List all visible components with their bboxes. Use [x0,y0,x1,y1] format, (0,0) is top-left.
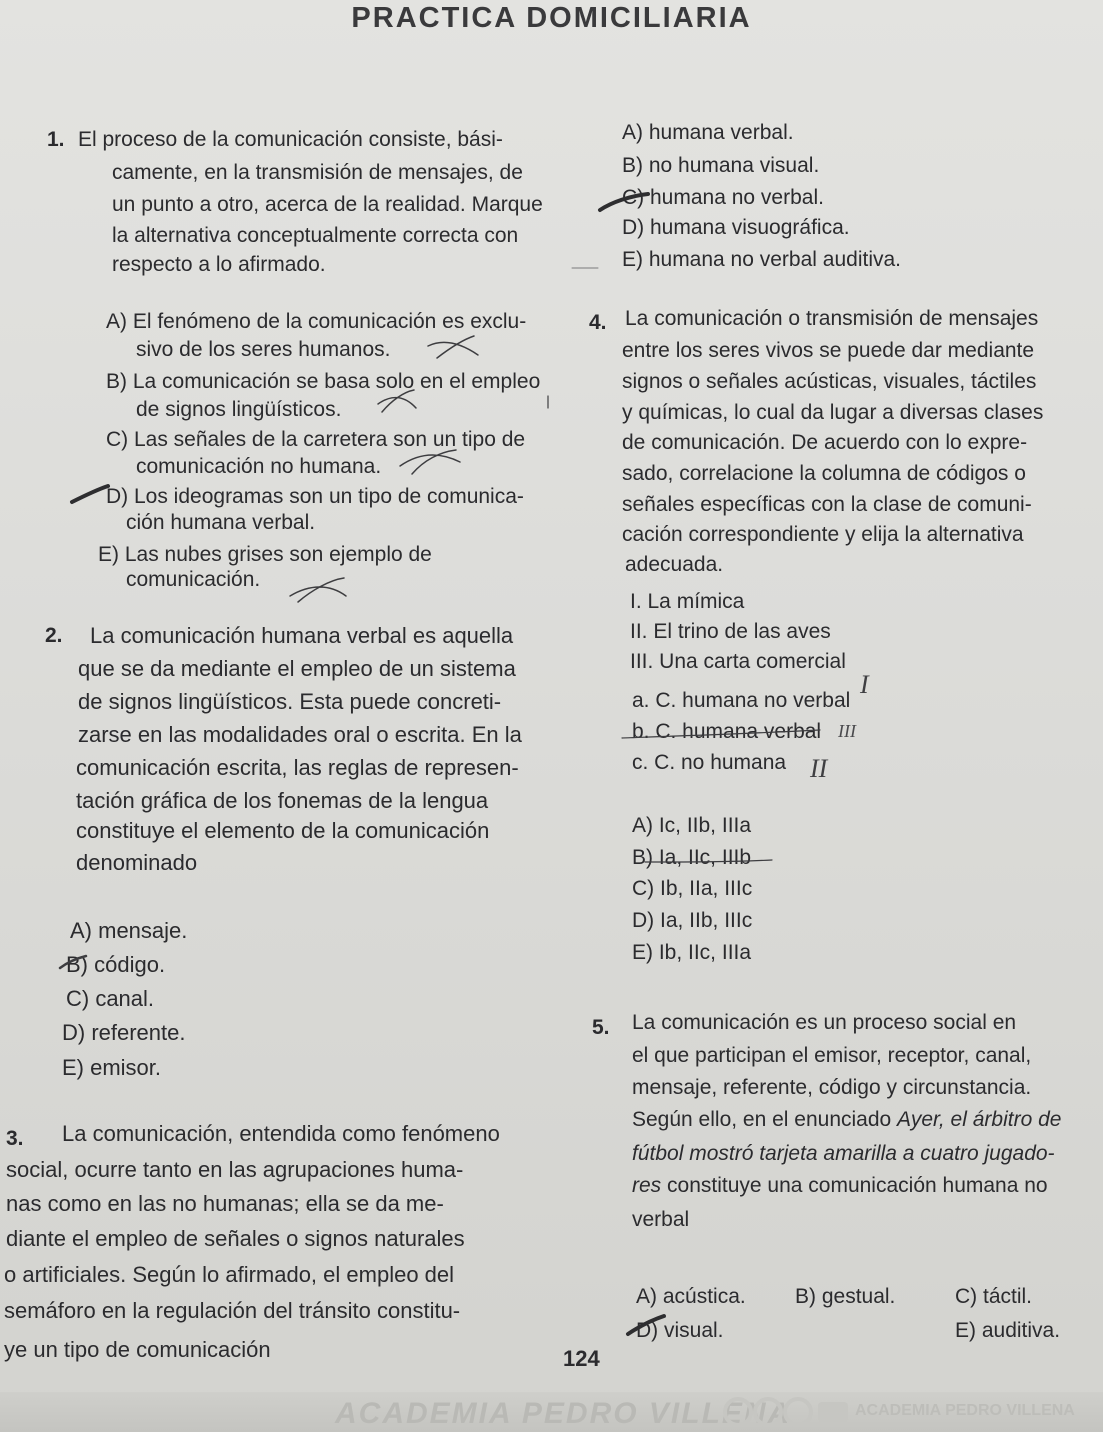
option-d: D) referente. [62,1020,186,1045]
question-stem-line: la alternativa conceptualmente correcta con [112,224,519,247]
question-number: 2. [45,624,63,647]
option-b: B) La comunicación se basa solo en el empleo [106,370,541,393]
question-stem-line: diante el empleo de señales o signos naturales [6,1226,465,1251]
question-stem-line: cación correspondiente y elija la alternativa [622,523,1024,546]
cross-mark [400,450,460,474]
option-b: B) no humana visual. [622,154,820,177]
column1-item: I. La mímica [630,590,745,613]
question-stem-line: o artificiales. Según lo afirmado, el empleo del [4,1262,455,1287]
question-stem-line: de signos lingüísticos. Esta puede concreti- [78,689,502,714]
option-d: D) Ia, IIb, IIIc [632,909,753,932]
option-e: E) humana no verbal auditiva. [622,248,901,271]
question-stem-line: y químicas, lo cual da lugar a diversas clases [622,401,1044,424]
option-c-cont: comunicación no humana. [136,455,382,478]
check-mark [72,486,108,502]
question-stem-line: un punto a otro, acerca de la realidad. Marque [112,193,543,216]
question-stem-line: La comunicación, entendida como fenómeno [62,1121,500,1146]
option-e: E) emisor. [62,1055,162,1080]
question-stem-line: respecto a lo afirmado. [112,253,326,276]
cc-icon [725,1399,751,1425]
question-stem-line: nas como en las no humanas; ella se da me- [6,1191,444,1216]
cross-mark [428,336,478,358]
cross-mark [290,578,346,602]
option-c: C) Las señales de la carretera son un tipo de [106,428,526,451]
option-d: D) Los ideogramas son un tipo de comunica- [106,485,524,508]
question-stem-line: denominado [76,850,198,875]
question-stem-line: fútbol mostró tarjeta amarilla a cuatro jugado- [632,1142,1055,1165]
question-stem-line: zarse en las modalidades oral o escrita. En la [78,722,522,747]
underline-mark [645,860,772,862]
question-stem-line: mensaje, referente, código y circunstancia. [632,1076,1032,1099]
question-stem-line: de comunicación. De acuerdo con lo expre- [622,431,1028,454]
nc-icon [785,1399,811,1425]
question-stem-line: tación gráfica de los fonemas de la lengua [76,788,489,813]
question-stem-line: La comunicación o transmisión de mensajes [625,307,1039,330]
page-title: PRACTICA DOMICILIARIA [351,2,752,34]
stem-text: constituye una comunicación humana no [661,1174,1048,1197]
check-mark [600,194,648,210]
question-number: 1. [47,128,65,151]
option-c: C) canal. [66,986,155,1011]
footer-watermark: ACADEMIA PEDRO VILLENA [335,1397,792,1430]
option-e: E) Ib, IIc, IIIa [632,941,752,964]
question-number: 3. [6,1127,24,1150]
question-stem-line: camente, en la transmisión de mensajes, de [112,161,523,184]
question-stem-line: el que participan el emisor, receptor, canal, [632,1044,1032,1067]
option-d-cont: ción humana verbal. [126,511,316,534]
question-stem-line: sado, correlacione la columna de códigos o [622,462,1026,485]
question-number: 4. [589,311,607,334]
question-stem-line: social, ocurre tanto en las agrupaciones huma- [6,1157,464,1182]
question-stem-line: La comunicación es un proceso social en [632,1011,1017,1034]
cross-mark [378,390,416,412]
check-mark [628,1316,664,1334]
option-d: D) humana visuográfica. [622,216,850,239]
license-icons [722,1396,852,1428]
question-stem-line: comunicación escrita, las reglas de represen- [76,755,519,780]
question-stem-line: constituye el elemento de la comunicación [76,818,490,843]
option-e: E) auditiva. [955,1319,1061,1342]
option-a-cont: sivo de los seres humanos. [136,338,391,361]
option-c: C) táctil. [955,1285,1033,1308]
handwritten-answer: II [810,754,828,783]
option-a: A) Ic, IIb, IIIa [632,814,752,837]
question-stem-line: La comunicación humana verbal es aquella [90,623,514,648]
footer-credit: ACADEMIA PEDRO VILLENA [855,1402,1075,1419]
column2-item: a. C. humana no verbal [632,689,851,712]
question-stem-line: verbal [632,1208,690,1231]
question-stem-line: entre los seres vivos se puede dar mediante [622,339,1035,362]
question-stem-line: ye un tipo de comunicación [4,1337,271,1362]
option-e: E) Las nubes grises son ejemplo de [98,543,432,566]
option-e-cont: comunicación. [126,568,261,591]
handwritten-answer: I [860,670,869,699]
option-c: C) Ib, IIa, IIIc [632,877,753,900]
question-stem-line: El proceso de la comunicación consiste, bási- [78,128,503,151]
sa-icon [818,1402,848,1422]
stem-italic: Ayer, el árbitro de [897,1108,1062,1131]
option-b: B) código. [66,952,166,977]
column2-item: c. C. no humana [632,751,787,774]
question-stem-line: señales específicas con la clase de comuni- [622,493,1032,516]
question-stem-line: que se da mediante el empleo de un sistema [78,656,516,681]
stem-italic: res [632,1174,662,1197]
question-stem-line: semáforo en la regulación del tránsito constitu- [4,1298,461,1323]
column1-item: III. Una carta comercial [630,650,846,673]
handwritten-answer: III [838,721,856,741]
underline-mark [622,730,820,738]
option-a: A) mensaje. [70,918,188,943]
check-mark [60,956,86,968]
option-c: C) humana no verbal. [622,186,824,209]
stem-text: Según ello, en el enunciado [632,1108,898,1131]
option-b: B) Ia, IIc, IIIb [632,846,752,869]
option-a: A) acústica. [636,1285,746,1308]
option-a: A) humana verbal. [622,121,794,144]
question-number: 5. [592,1016,610,1039]
by-icon [755,1399,781,1425]
question-stem-line: adecuada. [625,553,724,576]
column2-item: b. C. humana verbal [632,720,822,743]
page-number: 124 [563,1346,600,1371]
column1-item: II. El trino de las aves [630,620,831,643]
option-b-cont: de signos lingüísticos. [136,398,342,421]
option-b: B) gestual. [795,1285,896,1308]
option-a: A) El fenómeno de la comunicación es exclu- [106,310,527,333]
question-stem-line: signos o señales acústicas, visuales, táctiles [622,370,1037,393]
option-d: D) visual. [636,1319,724,1342]
